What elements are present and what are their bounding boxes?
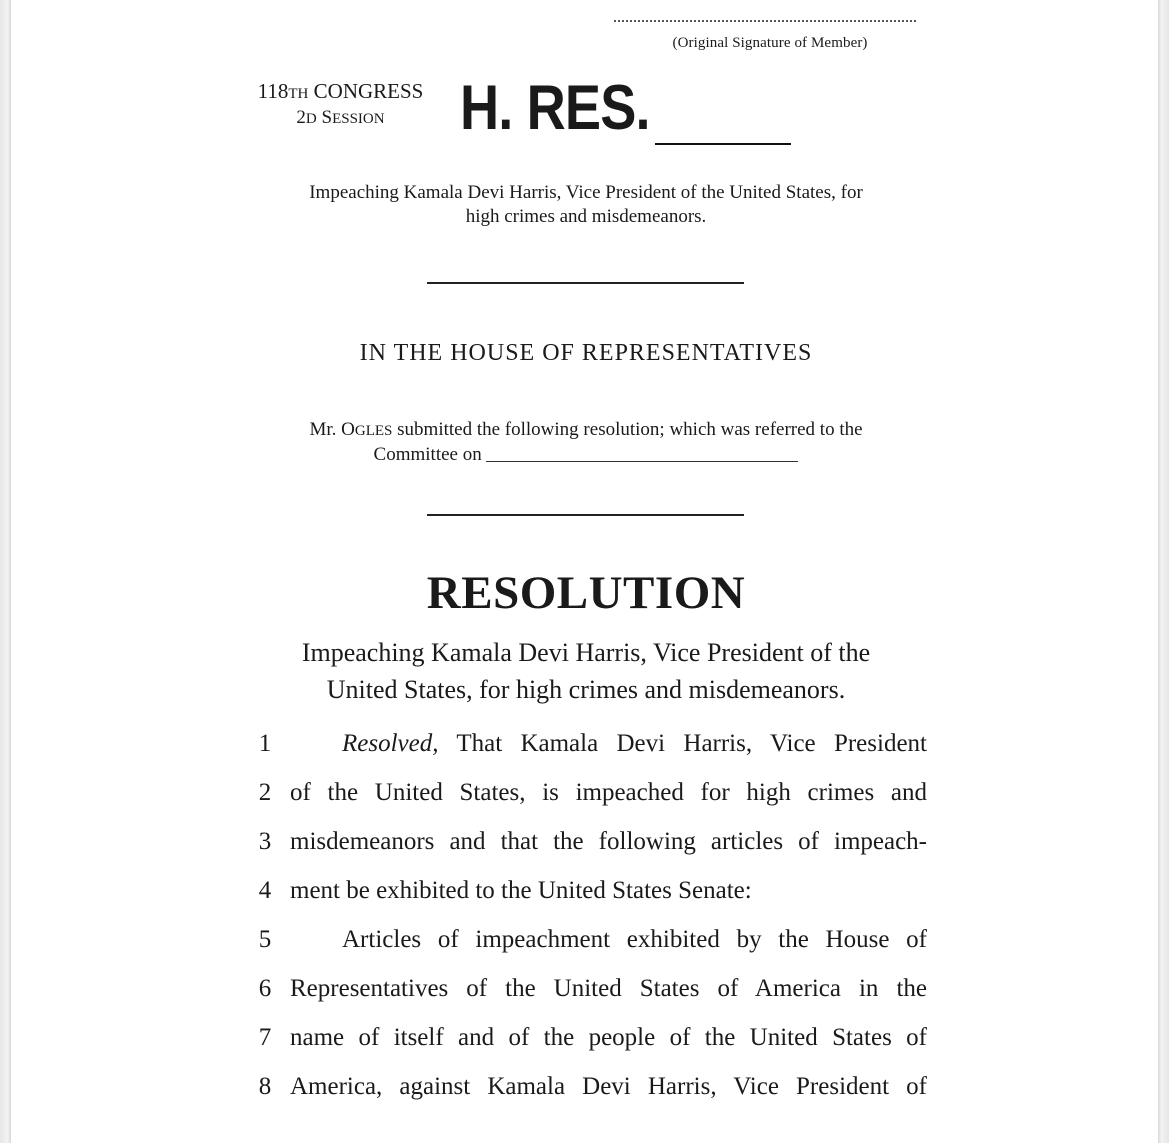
short-title-main-line: United States, for high crimes and misdemeanors. xyxy=(326,675,846,704)
sponsor-title: Mr. xyxy=(309,419,342,440)
line-text: name of itself and of the people of the United States of xyxy=(290,1024,927,1051)
line-number: 1 xyxy=(258,730,272,757)
line-text: of the United States, is impeached for high crimes and xyxy=(290,779,927,806)
page-edge-right xyxy=(1158,0,1169,1143)
body-line xyxy=(252,726,927,775)
body-line xyxy=(252,775,927,824)
bill-number-blank xyxy=(655,143,791,145)
session-word-rest: ESSION xyxy=(332,111,385,127)
committee-label: Committee on xyxy=(373,444,487,465)
short-title-top-line: Impeaching Kamala Devi Harris, Vice President of the United States, for xyxy=(309,182,863,203)
line-number: 6 xyxy=(258,975,272,1002)
body-line xyxy=(252,971,927,1020)
short-title-main xyxy=(250,634,922,708)
resolution-body xyxy=(252,726,927,1118)
congress-line xyxy=(238,80,443,106)
line-number: 4 xyxy=(258,877,272,904)
signature-caption: (Original Signature of Member) xyxy=(672,35,868,51)
bill-type-heading: H. RES. xyxy=(460,73,650,143)
line-text: Representatives of the United States of America in the xyxy=(290,975,927,1002)
sponsor-name-rest: GLES xyxy=(354,423,393,439)
committee-blank-line xyxy=(486,461,798,462)
line-text: misdemeanors and that the following articles of impeach- xyxy=(290,828,927,855)
session-line xyxy=(238,106,443,131)
body-line xyxy=(252,824,927,873)
page-edge-left xyxy=(0,0,11,1143)
signature-dotted-line xyxy=(614,6,916,22)
line-text-content: That Kamala Devi Harris, Vice President xyxy=(438,730,927,757)
congress-session-block xyxy=(238,80,443,131)
submitted-line-2 xyxy=(250,443,922,467)
submitted-line-1 xyxy=(250,418,922,443)
congress-number: 118 xyxy=(257,79,289,103)
line-text: Articles of impeachment exhibited by the House of xyxy=(342,926,927,953)
body-line xyxy=(252,1069,927,1118)
short-title-top xyxy=(250,181,922,229)
short-title-top-line: high crimes and misdemeanors. xyxy=(465,206,707,227)
congress-word: CONGRESS xyxy=(313,79,424,103)
sponsor-initial: O xyxy=(341,419,355,440)
resolved-keyword: Resolved, xyxy=(342,730,439,757)
short-title-main-line: Impeaching Kamala Devi Harris, Vice President of the xyxy=(301,638,871,667)
line-number: 3 xyxy=(258,828,272,855)
submitted-statement xyxy=(250,418,922,467)
house-heading: IN THE HOUSE OF REPRESENTATIVES xyxy=(359,340,813,366)
line-number: 7 xyxy=(258,1024,272,1051)
congress-suffix: TH xyxy=(288,86,309,102)
submitted-text: submitted the following resolution; which was referred to the xyxy=(392,419,863,440)
section-rule xyxy=(427,514,744,516)
line-number: 8 xyxy=(258,1073,272,1100)
session-word-first: S xyxy=(321,107,333,128)
line-number: 2 xyxy=(258,779,272,806)
body-line xyxy=(252,922,927,971)
line-text xyxy=(342,726,927,762)
section-rule xyxy=(427,282,744,284)
body-line xyxy=(252,1020,927,1069)
resolution-heading: RESOLUTION xyxy=(426,567,746,619)
line-text: America, against Kamala Devi Harris, Vice President of xyxy=(290,1073,927,1100)
session-suffix: D xyxy=(305,111,317,127)
line-number: 5 xyxy=(258,926,272,953)
line-text: ment be exhibited to the United States Senate: xyxy=(290,877,752,904)
session-number: 2 xyxy=(296,107,306,128)
body-line xyxy=(252,873,927,922)
